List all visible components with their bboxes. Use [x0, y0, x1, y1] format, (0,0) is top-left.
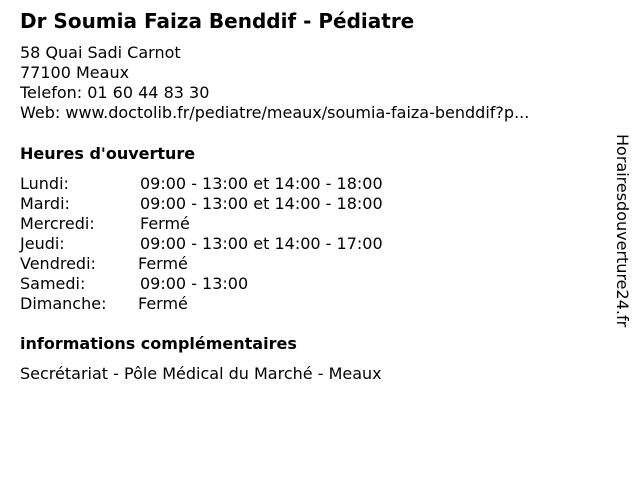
hours-value: Fermé [138, 294, 188, 313]
hours-value: 09:00 - 13:00 et 14:00 - 18:00 [140, 194, 383, 213]
day-label: Mercredi: [20, 214, 95, 233]
additional-info-text: Secrétariat - Pôle Médical du Marché - Meaux [20, 364, 382, 383]
page-title: Dr Soumia Faiza Benddif - Pédiatre [20, 9, 415, 33]
day-label: Mardi: [20, 194, 70, 213]
hours-value: Fermé [140, 214, 190, 233]
hours-value: Fermé [138, 254, 188, 273]
phone-number: Telefon: 01 60 44 83 30 [20, 83, 210, 102]
site-watermark: Horairesdouverture24.fr [613, 134, 632, 328]
website-link[interactable]: Web: www.doctolib.fr/pediatre/meaux/soumia-faiza-benddif?p... [20, 103, 530, 122]
hours-value: 09:00 - 13:00 et 14:00 - 17:00 [140, 234, 383, 253]
additional-info-heading: informations complémentaires [20, 334, 297, 353]
hours-value: 09:00 - 13:00 et 14:00 - 18:00 [140, 174, 383, 193]
opening-hours-heading: Heures d'ouverture [20, 144, 196, 163]
day-label: Jeudi: [20, 234, 65, 253]
city-address: 77100 Meaux [20, 63, 130, 82]
street-address: 58 Quai Sadi Carnot [20, 43, 181, 62]
day-label: Samedi: [20, 274, 86, 293]
day-label: Dimanche: [20, 294, 107, 313]
day-label: Lundi: [20, 174, 69, 193]
hours-value: 09:00 - 13:00 [140, 274, 249, 293]
address-block [20, 43, 529, 123]
day-label: Vendredi: [20, 254, 96, 273]
